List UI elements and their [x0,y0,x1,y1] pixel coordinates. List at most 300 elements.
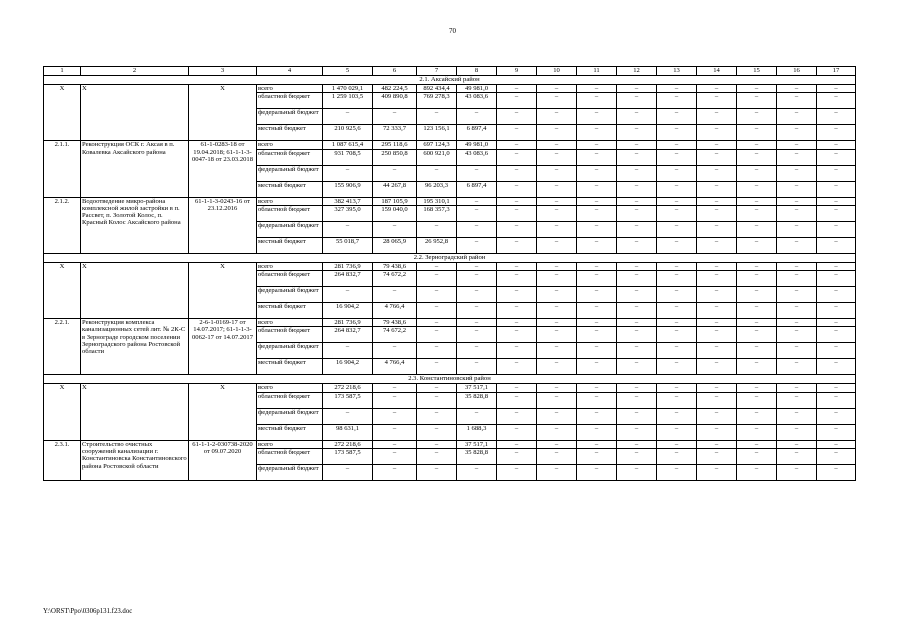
column-number-row [44,67,856,76]
amount-cell: – [417,221,457,237]
table-row [44,85,856,93]
empty-year-cell: – [777,205,817,221]
amount-cell: – [417,384,457,392]
empty-year-cell: – [617,327,657,343]
table-body [44,67,856,481]
amount-cell: 769 278,3 [417,93,457,109]
item-code-cell: Х [44,85,81,141]
amount-cell: 4 766,4 [373,303,417,319]
amount-cell: 43 083,6 [457,93,497,109]
amount-cell: – [457,262,497,270]
empty-year-cell: – [817,359,856,375]
empty-year-cell: – [497,262,537,270]
amount-cell: 892 434,4 [417,85,457,93]
amount-cell: – [417,303,457,319]
empty-year-cell: – [617,343,657,359]
empty-year-cell: – [817,221,856,237]
empty-year-cell: – [537,93,577,109]
empty-year-cell: – [737,237,777,253]
empty-year-cell: – [537,440,577,448]
amount-cell: – [417,424,457,440]
empty-year-cell: – [777,197,817,205]
amount-cell: 6 897,4 [457,125,497,141]
empty-year-cell: – [777,392,817,408]
empty-year-cell: – [817,319,856,327]
empty-year-cell: – [617,197,657,205]
empty-year-cell: – [497,392,537,408]
amount-cell: – [417,343,457,359]
column-number-header: 14 [697,67,737,76]
amount-cell: – [457,109,497,125]
amount-cell: – [457,319,497,327]
item-name-cell: Х [81,85,189,141]
empty-year-cell: – [617,319,657,327]
amount-cell: 295 118,6 [373,141,417,149]
amount-cell: 79 438,6 [373,319,417,327]
empty-year-cell: – [777,327,817,343]
table-row [44,440,856,448]
empty-year-cell: – [737,109,777,125]
amount-cell: – [457,408,497,424]
empty-year-cell: – [577,359,617,375]
empty-year-cell: – [537,465,577,481]
empty-year-cell: – [657,408,697,424]
amount-cell: – [417,440,457,448]
amount-cell: – [417,359,457,375]
amount-cell: 35 828,8 [457,449,497,465]
empty-year-cell: – [817,125,856,141]
empty-year-cell: – [657,359,697,375]
column-number-header: 6 [373,67,417,76]
empty-year-cell: – [697,465,737,481]
item-code-cell: 2.2.1. [44,319,81,375]
amount-cell: – [373,424,417,440]
document-reference-cell: 2-6-1-0169-17 от 14.07.2017; 61-1-1-3-0062-17 от 14.07.2017 [189,319,257,375]
amount-cell: – [417,287,457,303]
empty-year-cell: – [537,109,577,125]
empty-year-cell: – [657,149,697,165]
empty-year-cell: – [737,197,777,205]
column-number-header: 13 [657,67,697,76]
amount-cell: 123 156,1 [417,125,457,141]
document-reference-cell: Х [189,384,257,440]
empty-year-cell: – [577,287,617,303]
empty-year-cell: – [577,449,617,465]
empty-year-cell: – [697,181,737,197]
empty-year-cell: – [617,408,657,424]
empty-year-cell: – [617,271,657,287]
empty-year-cell: – [697,343,737,359]
empty-year-cell: – [537,359,577,375]
amount-cell: – [323,343,373,359]
empty-year-cell: – [777,85,817,93]
empty-year-cell: – [497,149,537,165]
empty-year-cell: – [737,221,777,237]
table-row [44,197,856,205]
funding-source-cell: федеральный бюджет [257,221,323,237]
empty-year-cell: – [697,109,737,125]
amount-cell: 49 981,0 [457,85,497,93]
empty-year-cell: – [537,141,577,149]
column-number-header: 9 [497,67,537,76]
empty-year-cell: – [537,271,577,287]
empty-year-cell: – [497,237,537,253]
amount-cell: 16 904,2 [323,359,373,375]
column-number-header: 16 [777,67,817,76]
empty-year-cell: – [737,384,777,392]
empty-year-cell: – [697,141,737,149]
empty-year-cell: – [617,303,657,319]
funding-source-cell: областной бюджет [257,149,323,165]
empty-year-cell: – [777,343,817,359]
empty-year-cell: – [577,85,617,93]
empty-year-cell: – [777,181,817,197]
empty-year-cell: – [777,384,817,392]
empty-year-cell: – [577,93,617,109]
funding-source-cell: федеральный бюджет [257,465,323,481]
amount-cell: – [373,287,417,303]
section-title-row [44,375,856,384]
amount-cell: 195 310,1 [417,197,457,205]
empty-year-cell: – [537,197,577,205]
empty-year-cell: – [777,303,817,319]
amount-cell: – [417,449,457,465]
empty-year-cell: – [537,384,577,392]
empty-year-cell: – [537,237,577,253]
empty-year-cell: – [777,271,817,287]
column-number-header: 3 [189,67,257,76]
footer-file-path: Y:\ORST\Ppo\0306p131.f23.doc [43,608,133,615]
empty-year-cell: – [777,287,817,303]
empty-year-cell: – [577,141,617,149]
empty-year-cell: – [577,165,617,181]
empty-year-cell: – [657,141,697,149]
amount-cell: 155 906,9 [323,181,373,197]
amount-cell: 250 850,8 [373,149,417,165]
amount-cell: 382 413,7 [323,197,373,205]
amount-cell: 168 357,3 [417,205,457,221]
empty-year-cell: – [657,165,697,181]
amount-cell: – [373,465,417,481]
document-reference-cell: Х [189,85,257,141]
empty-year-cell: – [617,449,657,465]
funding-source-cell: местный бюджет [257,303,323,319]
amount-cell: – [457,287,497,303]
document-reference-cell: 61-1-0283-18 от 19.04.2018; 61-1-1-3-0047-18 от 23.03.2018 [189,141,257,197]
amount-cell: 264 832,7 [323,327,373,343]
amount-cell: 35 828,8 [457,392,497,408]
item-code-cell: 2.3.1. [44,440,81,480]
empty-year-cell: – [537,319,577,327]
empty-year-cell: – [497,109,537,125]
amount-cell: – [373,165,417,181]
empty-year-cell: – [497,303,537,319]
empty-year-cell: – [577,465,617,481]
empty-year-cell: – [697,408,737,424]
empty-year-cell: – [737,287,777,303]
column-number-header: 5 [323,67,373,76]
amount-cell: 931 708,5 [323,149,373,165]
empty-year-cell: – [697,205,737,221]
empty-year-cell: – [697,392,737,408]
empty-year-cell: – [777,449,817,465]
empty-year-cell: – [657,319,697,327]
empty-year-cell: – [657,109,697,125]
empty-year-cell: – [817,271,856,287]
empty-year-cell: – [777,165,817,181]
item-name-cell: Х [81,262,189,318]
empty-year-cell: – [617,287,657,303]
empty-year-cell: – [817,237,856,253]
amount-cell: – [457,343,497,359]
amount-cell: 1 688,3 [457,424,497,440]
empty-year-cell: – [537,392,577,408]
empty-year-cell: – [817,93,856,109]
empty-year-cell: – [737,165,777,181]
document-reference-cell: 61-1-1-2-030738-2020 от 09.07.2020 [189,440,257,480]
empty-year-cell: – [497,165,537,181]
empty-year-cell: – [737,205,777,221]
funding-source-cell: всего [257,262,323,270]
empty-year-cell: – [577,424,617,440]
amount-cell: 79 438,6 [373,262,417,270]
funding-source-cell: областной бюджет [257,327,323,343]
empty-year-cell: – [617,205,657,221]
empty-year-cell: – [777,359,817,375]
funding-source-cell: всего [257,319,323,327]
empty-year-cell: – [737,327,777,343]
amount-cell: – [457,271,497,287]
empty-year-cell: – [617,93,657,109]
empty-year-cell: – [737,271,777,287]
empty-year-cell: – [497,359,537,375]
empty-year-cell: – [697,165,737,181]
empty-year-cell: – [737,149,777,165]
empty-year-cell: – [697,303,737,319]
amount-cell: – [417,262,457,270]
empty-year-cell: – [777,424,817,440]
funding-source-cell: местный бюджет [257,125,323,141]
amount-cell: – [373,408,417,424]
empty-year-cell: – [697,440,737,448]
empty-year-cell: – [817,262,856,270]
amount-cell: – [417,392,457,408]
empty-year-cell: – [817,384,856,392]
empty-year-cell: – [657,262,697,270]
empty-year-cell: – [617,149,657,165]
empty-year-cell: – [737,125,777,141]
amount-cell: 327 395,0 [323,205,373,221]
empty-year-cell: – [737,408,777,424]
empty-year-cell: – [497,125,537,141]
empty-year-cell: – [737,319,777,327]
column-number-header: 8 [457,67,497,76]
amount-cell: – [457,303,497,319]
amount-cell: – [417,327,457,343]
empty-year-cell: – [777,141,817,149]
empty-year-cell: – [697,327,737,343]
section-title-row [44,76,856,85]
empty-year-cell: – [657,197,697,205]
empty-year-cell: – [497,343,537,359]
empty-year-cell: – [657,93,697,109]
empty-year-cell: – [777,125,817,141]
amount-cell: – [417,319,457,327]
empty-year-cell: – [617,181,657,197]
amount-cell: – [373,440,417,448]
amount-cell: 281 736,9 [323,262,373,270]
empty-year-cell: – [497,141,537,149]
amount-cell: 6 897,4 [457,181,497,197]
empty-year-cell: – [697,271,737,287]
column-number-header: 4 [257,67,323,76]
empty-year-cell: – [777,149,817,165]
empty-year-cell: – [657,221,697,237]
empty-year-cell: – [697,85,737,93]
empty-year-cell: – [577,197,617,205]
empty-year-cell: – [537,287,577,303]
empty-year-cell: – [537,343,577,359]
empty-year-cell: – [657,465,697,481]
amount-cell: – [417,109,457,125]
amount-cell: 49 981,0 [457,141,497,149]
empty-year-cell: – [817,392,856,408]
amount-cell: – [417,271,457,287]
amount-cell: 37 517,1 [457,384,497,392]
amount-cell: 28 065,9 [373,237,417,253]
empty-year-cell: – [817,343,856,359]
funding-source-cell: федеральный бюджет [257,109,323,125]
empty-year-cell: – [577,205,617,221]
empty-year-cell: – [537,327,577,343]
empty-year-cell: – [537,303,577,319]
empty-year-cell: – [697,449,737,465]
empty-year-cell: – [697,262,737,270]
empty-year-cell: – [657,384,697,392]
empty-year-cell: – [697,359,737,375]
column-number-header: 1 [44,67,81,76]
empty-year-cell: – [697,287,737,303]
empty-year-cell: – [617,424,657,440]
empty-year-cell: – [617,141,657,149]
amount-cell: – [373,449,417,465]
page-number: 70 [449,27,456,35]
item-name-cell: Реконструкция комплекса канализационных сетей лит. № 2К-С в Зернограде городском поселении Зерноградского района Ростовской области [81,319,189,375]
amount-cell: 600 921,0 [417,149,457,165]
empty-year-cell: – [697,93,737,109]
column-number-header: 2 [81,67,189,76]
empty-year-cell: – [497,327,537,343]
amount-cell: – [373,221,417,237]
empty-year-cell: – [817,165,856,181]
empty-year-cell: – [657,85,697,93]
empty-year-cell: – [617,221,657,237]
empty-year-cell: – [697,197,737,205]
empty-year-cell: – [577,237,617,253]
empty-year-cell: – [817,287,856,303]
empty-year-cell: – [577,149,617,165]
table-row [44,262,856,270]
empty-year-cell: – [777,109,817,125]
section-title: 2.3. Константиновский район [44,375,856,384]
funding-source-cell: всего [257,141,323,149]
document-reference-cell: 61-1-1-3-0243-16 от 23.12.2016 [189,197,257,253]
empty-year-cell: – [817,141,856,149]
column-number-header: 11 [577,67,617,76]
empty-year-cell: – [617,384,657,392]
amount-cell: 98 631,1 [323,424,373,440]
amount-cell: 37 517,1 [457,440,497,448]
table-row [44,384,856,392]
amount-cell: – [457,205,497,221]
funding-source-cell: федеральный бюджет [257,408,323,424]
amount-cell: 96 203,3 [417,181,457,197]
empty-year-cell: – [657,449,697,465]
empty-year-cell: – [577,181,617,197]
empty-year-cell: – [497,85,537,93]
amount-cell: – [417,465,457,481]
column-number-header: 12 [617,67,657,76]
empty-year-cell: – [577,262,617,270]
section-title: 2.1. Аксайский район [44,76,856,85]
empty-year-cell: – [617,359,657,375]
empty-year-cell: – [537,221,577,237]
empty-year-cell: – [577,303,617,319]
empty-year-cell: – [497,408,537,424]
amount-cell: – [457,359,497,375]
empty-year-cell: – [497,319,537,327]
empty-year-cell: – [657,303,697,319]
section-title: 2.2. Зерноградский район [44,253,856,262]
amount-cell: 159 040,0 [373,205,417,221]
table-row [44,141,856,149]
empty-year-cell: – [657,343,697,359]
amount-cell: 281 736,9 [323,319,373,327]
empty-year-cell: – [617,165,657,181]
amount-cell: – [457,465,497,481]
empty-year-cell: – [617,262,657,270]
empty-year-cell: – [777,221,817,237]
empty-year-cell: – [497,271,537,287]
empty-year-cell: – [537,205,577,221]
amount-cell: – [323,408,373,424]
amount-cell: 272 218,6 [323,384,373,392]
amount-cell: 173 587,5 [323,392,373,408]
empty-year-cell: – [777,262,817,270]
funding-source-cell: областной бюджет [257,205,323,221]
empty-year-cell: – [657,327,697,343]
funding-source-cell: областной бюджет [257,449,323,465]
empty-year-cell: – [577,408,617,424]
empty-year-cell: – [577,440,617,448]
amount-cell: 43 083,6 [457,149,497,165]
empty-year-cell: – [537,85,577,93]
item-code-cell: Х [44,262,81,318]
column-number-header: 15 [737,67,777,76]
empty-year-cell: – [777,408,817,424]
funding-source-cell: всего [257,440,323,448]
funding-source-cell: областной бюджет [257,93,323,109]
empty-year-cell: – [737,449,777,465]
empty-year-cell: – [657,125,697,141]
amount-cell: – [373,343,417,359]
funding-source-cell: всего [257,197,323,205]
empty-year-cell: – [817,424,856,440]
amount-cell: – [323,109,373,125]
amount-cell: 264 832,7 [323,271,373,287]
amount-cell: 482 224,5 [373,85,417,93]
empty-year-cell: – [617,440,657,448]
